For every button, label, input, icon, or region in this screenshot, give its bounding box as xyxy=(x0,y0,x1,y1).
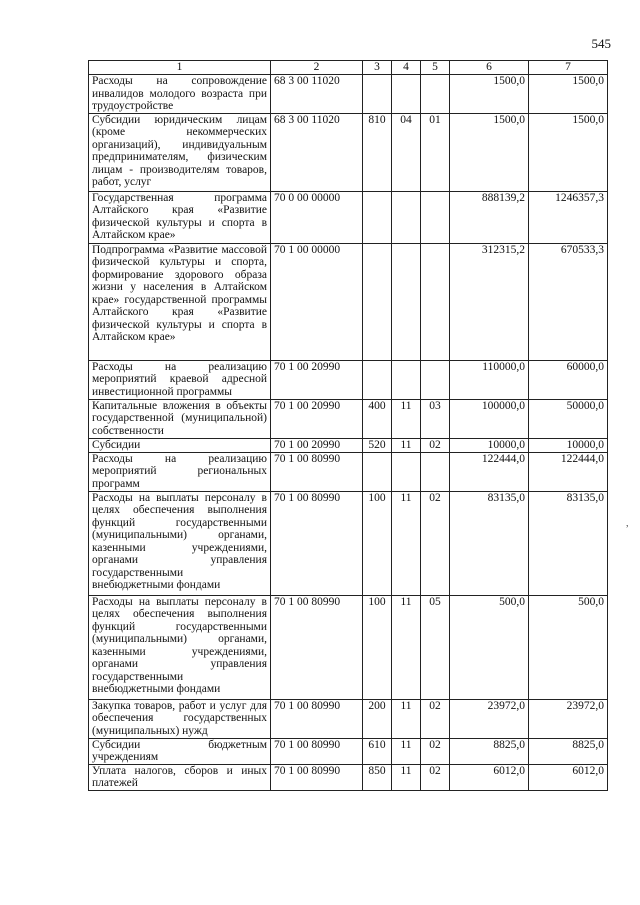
row-col5: 02 xyxy=(421,699,450,738)
row-value-6: 1500,0 xyxy=(450,113,529,191)
row-name: Субсидии xyxy=(89,438,271,452)
column-header: 6 xyxy=(450,61,529,75)
table-row xyxy=(89,738,608,764)
column-header: 1 xyxy=(89,61,271,75)
row-col3: 810 xyxy=(363,113,392,191)
table-row xyxy=(89,243,608,360)
table-row xyxy=(89,360,608,399)
row-col3: 610 xyxy=(363,738,392,764)
row-name: Субсидии юридическим лицам (кроме некоммерческих организаций), индивидуальным предпринимателям, физическим лицам - производителям товаров, работ, услуг xyxy=(89,113,271,191)
row-name: Государственная программа Алтайского края «Развитие физической культуры и спорта в Алтайском крае» xyxy=(89,191,271,243)
row-col5 xyxy=(421,452,450,491)
row-col5 xyxy=(421,191,450,243)
row-value-7: 1500,0 xyxy=(529,75,608,114)
column-header: 5 xyxy=(421,61,450,75)
row-col5: 02 xyxy=(421,738,450,764)
row-value-6: 500,0 xyxy=(450,595,529,699)
table-row xyxy=(89,75,608,114)
row-code: 70 1 00 20990 xyxy=(271,360,363,399)
row-code: 70 1 00 80990 xyxy=(271,738,363,764)
row-col3: 850 xyxy=(363,764,392,790)
row-name: Подпрограмма «Развитие массовой физической культуры и спорта, формирование здорового образа жизни у населения в Алтайском крае» государственной программы Алтайского края «Развитие физической культуры и спорта в Алтайском крае» xyxy=(89,243,271,360)
row-col5 xyxy=(421,75,450,114)
row-col4: 11 xyxy=(392,699,421,738)
row-col4: 04 xyxy=(392,113,421,191)
column-header: 2 xyxy=(271,61,363,75)
row-name: Расходы на выплаты персоналу в целях обеспечения выполнения функций государственными (муниципальными) органами, казенными учреждениями, органами управления государственными внебюджетными фондами xyxy=(89,491,271,595)
row-col5: 03 xyxy=(421,399,450,438)
margin-mark: , xyxy=(626,518,629,529)
table-row xyxy=(89,699,608,738)
page-number: 545 xyxy=(591,36,611,51)
row-col4 xyxy=(392,75,421,114)
row-col4 xyxy=(392,243,421,360)
table-row xyxy=(89,113,608,191)
row-col3: 100 xyxy=(363,491,392,595)
row-col5 xyxy=(421,360,450,399)
row-value-6: 122444,0 xyxy=(450,452,529,491)
row-value-7: 50000,0 xyxy=(529,399,608,438)
column-header: 7 xyxy=(529,61,608,75)
row-value-6: 110000,0 xyxy=(450,360,529,399)
row-value-7: 670533,3 xyxy=(529,243,608,360)
row-value-7: 122444,0 xyxy=(529,452,608,491)
row-col3 xyxy=(363,360,392,399)
row-col4: 11 xyxy=(392,764,421,790)
row-code: 70 1 00 20990 xyxy=(271,438,363,452)
row-col3 xyxy=(363,243,392,360)
column-header: 4 xyxy=(392,61,421,75)
row-code: 70 1 00 80990 xyxy=(271,452,363,491)
row-col5: 02 xyxy=(421,764,450,790)
row-col4 xyxy=(392,191,421,243)
row-code: 70 0 00 00000 xyxy=(271,191,363,243)
row-name: Уплата налогов, сборов и иных платежей xyxy=(89,764,271,790)
row-value-6: 23972,0 xyxy=(450,699,529,738)
row-col3 xyxy=(363,75,392,114)
row-col4 xyxy=(392,452,421,491)
row-code: 70 1 00 80990 xyxy=(271,764,363,790)
row-col4 xyxy=(392,360,421,399)
row-code: 68 3 00 11020 xyxy=(271,113,363,191)
row-name: Расходы на реализацию мероприятий региональных программ xyxy=(89,452,271,491)
row-name: Капитальные вложения в объекты государственной (муниципальной) собственности xyxy=(89,399,271,438)
row-value-6: 83135,0 xyxy=(450,491,529,595)
row-col5 xyxy=(421,243,450,360)
row-value-6: 888139,2 xyxy=(450,191,529,243)
row-col4: 11 xyxy=(392,491,421,595)
row-value-6: 100000,0 xyxy=(450,399,529,438)
row-value-6: 6012,0 xyxy=(450,764,529,790)
row-col3: 200 xyxy=(363,699,392,738)
row-col5: 02 xyxy=(421,491,450,595)
row-value-7: 83135,0 xyxy=(529,491,608,595)
row-name: Субсидии бюджетным учреждениям xyxy=(89,738,271,764)
row-name: Расходы на сопровождение инвалидов молодого возраста при трудоустройстве xyxy=(89,75,271,114)
table-row xyxy=(89,452,608,491)
row-code: 70 1 00 80990 xyxy=(271,595,363,699)
row-value-7: 1500,0 xyxy=(529,113,608,191)
row-value-7: 500,0 xyxy=(529,595,608,699)
row-value-7: 6012,0 xyxy=(529,764,608,790)
row-col4: 11 xyxy=(392,399,421,438)
row-col4: 11 xyxy=(392,738,421,764)
row-col3 xyxy=(363,191,392,243)
row-value-7: 1246357,3 xyxy=(529,191,608,243)
row-code: 70 1 00 00000 xyxy=(271,243,363,360)
row-col3: 520 xyxy=(363,438,392,452)
row-name: Расходы на реализацию мероприятий краевой адресной инвестиционной программы xyxy=(89,360,271,399)
row-code: 70 1 00 80990 xyxy=(271,699,363,738)
row-col3: 100 xyxy=(363,595,392,699)
budget-table xyxy=(88,60,608,791)
row-value-7: 8825,0 xyxy=(529,738,608,764)
row-value-7: 23972,0 xyxy=(529,699,608,738)
row-value-6: 312315,2 xyxy=(450,243,529,360)
row-name: Расходы на выплаты персоналу в целях обеспечения выполнения функций государственными (муниципальными) органами, казенными учреждениями, органами управления государственными внебюджетными фондами xyxy=(89,595,271,699)
row-col5: 02 xyxy=(421,438,450,452)
row-col4: 11 xyxy=(392,595,421,699)
table-row xyxy=(89,491,608,595)
row-col4: 11 xyxy=(392,438,421,452)
table-row xyxy=(89,595,608,699)
table-body xyxy=(89,75,608,791)
table-row xyxy=(89,764,608,790)
row-col3: 400 xyxy=(363,399,392,438)
column-header: 3 xyxy=(363,61,392,75)
table-row xyxy=(89,399,608,438)
row-code: 68 3 00 11020 xyxy=(271,75,363,114)
row-col3 xyxy=(363,452,392,491)
table-row xyxy=(89,191,608,243)
row-col5: 05 xyxy=(421,595,450,699)
row-name: Закупка товаров, работ и услуг для обеспечения государственных (муниципальных) нужд xyxy=(89,699,271,738)
row-value-6: 10000,0 xyxy=(450,438,529,452)
row-value-6: 8825,0 xyxy=(450,738,529,764)
row-value-7: 10000,0 xyxy=(529,438,608,452)
table-row xyxy=(89,438,608,452)
row-value-6: 1500,0 xyxy=(450,75,529,114)
table-header xyxy=(89,61,608,75)
row-code: 70 1 00 80990 xyxy=(271,491,363,595)
row-value-7: 60000,0 xyxy=(529,360,608,399)
row-code: 70 1 00 20990 xyxy=(271,399,363,438)
row-col5: 01 xyxy=(421,113,450,191)
